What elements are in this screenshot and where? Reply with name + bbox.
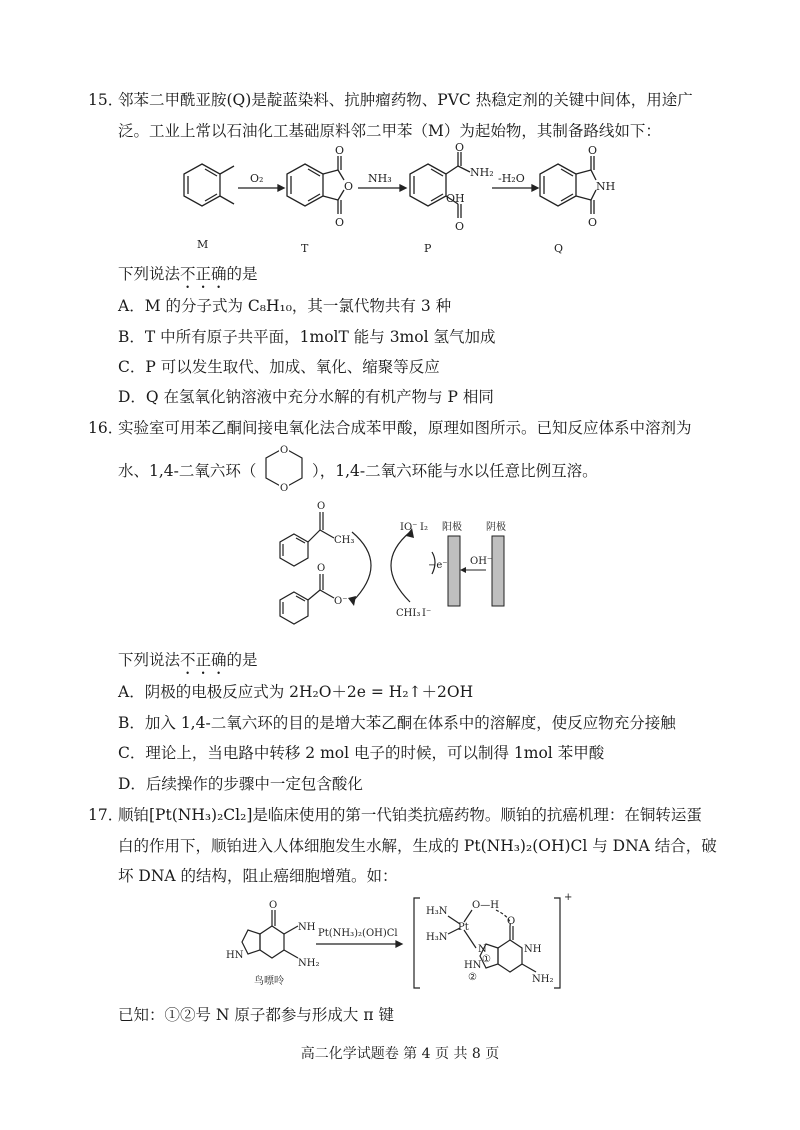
svg-text:HN: HN <box>464 960 482 971</box>
question-15-option-d: D．Q 在氢氧化钠溶液中充分水解的有机产物与 P 相同 <box>118 388 494 406</box>
svg-text:HN: HN <box>226 950 244 961</box>
svg-text:Pt: Pt <box>458 922 469 933</box>
question-17-number: 17． <box>88 806 124 824</box>
svg-text:I₂: I₂ <box>420 522 428 533</box>
svg-text:O: O <box>280 445 289 456</box>
question-16-number: 16． <box>88 419 124 437</box>
label-q: Q <box>554 242 564 255</box>
svg-text:①: ① <box>482 954 491 965</box>
svg-text:NH₂: NH₂ <box>298 958 320 969</box>
svg-text:CH₃: CH₃ <box>334 535 355 546</box>
question-16-option-d: D．后续操作的步骤中一定包含酸化 <box>118 775 363 793</box>
question-17-known-note: 已知：①②号 N 原子都参与形成大 π 键 <box>118 1006 394 1024</box>
question-17-stem-line-2: 白的作用下，顺铂进入人体细胞发生水解，生成的 Pt(NH₃)₂(OH)Cl 与 DNA 结合，破 <box>118 837 717 855</box>
question-17-stem-line-1: 顺铂[Pt(NH₃)₂Cl₂]是临床使用的第一代铂类抗癌药物。顺铂的抗癌机理：在铜转运蛋 <box>118 806 702 824</box>
svg-text:NH₂: NH₂ <box>470 166 494 179</box>
question-15-number: 15． <box>88 91 124 109</box>
question-16-prompt: 下列说法不正确的是 <box>118 651 258 669</box>
question-16-option-a: A．阴极的电极反应式为 2H₂O＋2e = H₂↑＋2OH <box>118 683 474 701</box>
svg-text:NH: NH <box>596 180 616 193</box>
question-15-prompt: 下列说法不正确的是 <box>118 265 258 283</box>
svg-text:NH: NH <box>524 944 542 955</box>
svg-text:O: O <box>588 216 598 229</box>
reagent-pt-complex: Pt(NH₃)₂(OH)Cl <box>318 928 398 939</box>
question-16-stem-line-2a: 水、1,4-二氧六环（ <box>118 462 257 480</box>
svg-text:+: + <box>564 892 573 903</box>
svg-text:NH: NH <box>298 922 316 933</box>
reagent-nh3: NH₃ <box>368 172 392 185</box>
question-17-stem-line-3: 坏 DNA 的结构，阻止癌细胞增殖。如： <box>118 867 398 885</box>
svg-text:O: O <box>335 216 345 229</box>
svg-text:H₃N: H₃N <box>426 906 448 917</box>
svg-text:O: O <box>280 483 289 492</box>
question-15-stem-line-1: 邻苯二甲酰亚胺(Q)是靛蓝染料、抗肿瘤药物、PVC 热稳定剂的关键中间体，用途广 <box>118 91 693 109</box>
dioxane-ring-structure <box>258 444 310 492</box>
svg-text:H₃N: H₃N <box>426 932 448 943</box>
svg-text:CHI₃: CHI₃ <box>396 608 421 619</box>
svg-text:O—H: O—H <box>472 900 499 911</box>
svg-text:−e⁻: −e⁻ <box>428 560 448 571</box>
label-p: P <box>424 242 432 255</box>
label-t: T <box>301 242 309 255</box>
reagent-h2o: -H₂O <box>498 172 525 185</box>
cathode-label: 阴极 <box>486 522 506 533</box>
question-15-option-c: C．P 可以发生取代、加成、氧化、缩聚等反应 <box>118 358 440 376</box>
question-17-reaction-scheme <box>220 888 580 998</box>
question-15-option-b: B．T 中所有原子共平面，1molT 能与 3mol 氢气加成 <box>118 328 496 346</box>
svg-text:IO⁻: IO⁻ <box>400 522 418 533</box>
question-16-electrolysis-diagram <box>260 492 540 632</box>
svg-text:O: O <box>344 180 354 193</box>
svg-text:O: O <box>317 501 326 512</box>
svg-text:O: O <box>455 142 465 154</box>
question-16-stem-line-2b: ），1,4-二氧六环能与水以任意比例互溶。 <box>312 462 598 480</box>
question-15-stem-line-2: 泛。工业上常以石油化工基础原料邻二甲苯（M）为起始物，其制备路线如下： <box>118 122 661 140</box>
question-16-option-c: C．理论上，当电路中转移 2 mol 电子的时候，可以制得 1mol 苯甲酸 <box>118 744 605 762</box>
page-footer: 高二化学试题卷 第 4 页 共 8 页 <box>300 1046 500 1062</box>
svg-text:O: O <box>588 144 598 157</box>
question-16-option-b: B．加入 1,4-二氧六环的目的是增大苯乙酮在体系中的溶解度，使反应物充分接触 <box>118 714 676 732</box>
svg-text:O⁻: O⁻ <box>334 596 348 607</box>
svg-text:N: N <box>478 944 487 955</box>
question-16-stem-line-1: 实验室可用苯乙酮间接电氧化法合成苯甲酸，原理如图所示。已知反应体系中溶剂为 <box>118 419 692 437</box>
question-15-option-a: A．M 的分子式为 C₈H₁₀，其一氯代物共有 3 种 <box>118 297 452 315</box>
svg-text:NH₂: NH₂ <box>532 974 554 985</box>
svg-text:O: O <box>269 900 278 911</box>
svg-text:O: O <box>335 144 345 157</box>
svg-text:OH⁻: OH⁻ <box>470 556 493 567</box>
guanine-label: 鸟嘌呤 <box>254 976 284 987</box>
svg-text:I⁻: I⁻ <box>422 608 432 619</box>
svg-text:OH: OH <box>446 192 465 205</box>
svg-text:O: O <box>507 916 516 927</box>
question-15-reaction-scheme <box>160 142 630 262</box>
svg-text:O: O <box>317 563 326 574</box>
svg-text:O: O <box>455 220 465 233</box>
svg-text:②: ② <box>468 972 477 983</box>
reagent-o2: O₂ <box>250 172 264 185</box>
anode-label: 阳极 <box>442 522 462 533</box>
label-m: M <box>197 238 209 251</box>
